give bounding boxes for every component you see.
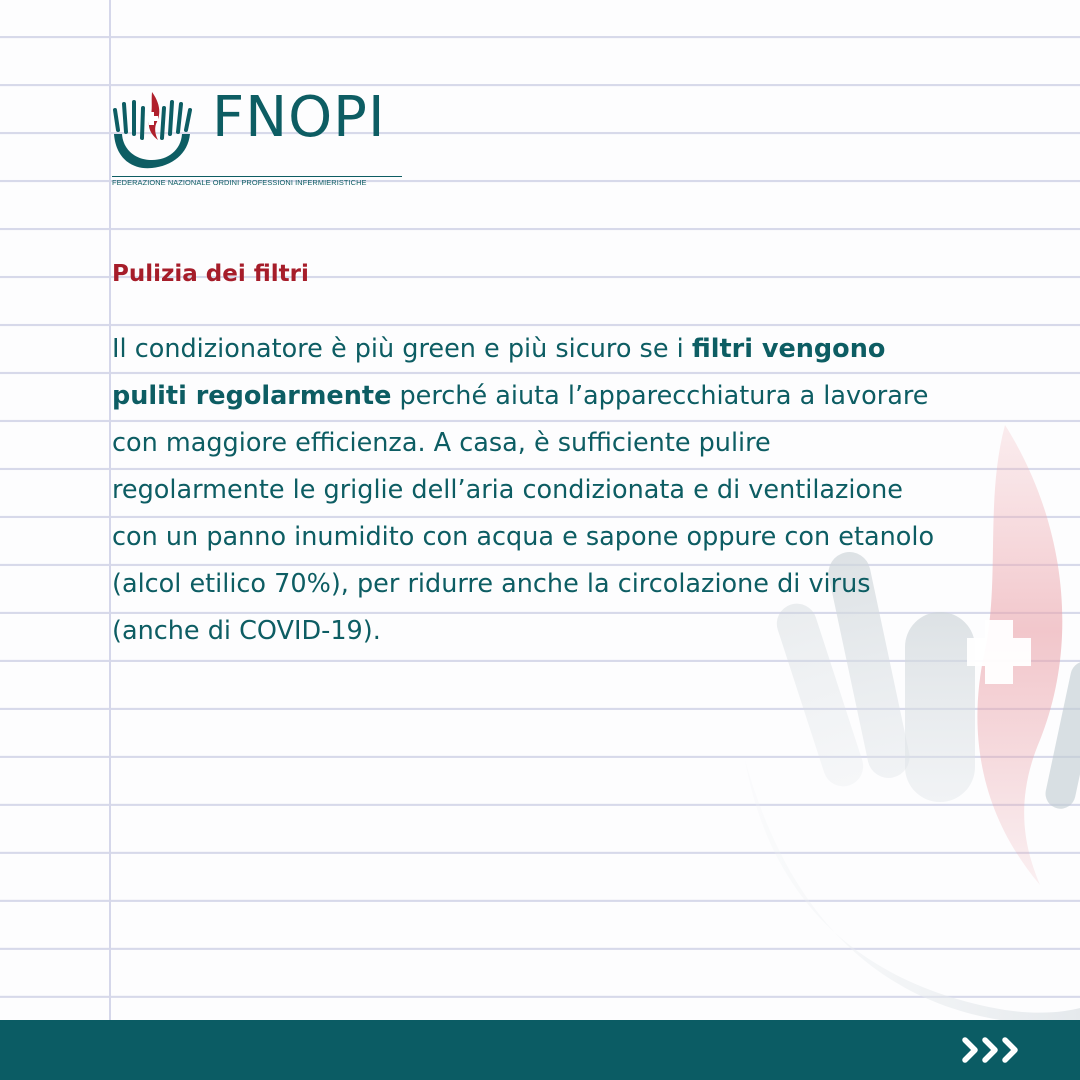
section-heading: Pulizia dei filtri	[112, 261, 309, 287]
paragraph-bold-text: filtri vengono puliti regolarmente	[112, 334, 886, 411]
logo-subtitle: FEDERAZIONE NAZIONALE ORDINI PROFESSIONI INFERMIERISTICHE	[112, 176, 402, 187]
paragraph-text-part2: perché aiuta l’apparecchiatura a lavorare con maggiore efficienza. A casa, è sufficiente pulire regolarmente le griglie dell’aria condizionata e di ventilazione con un panno inumidito con acqua e sapone oppure con etanolo (alcol etilico 70%), per ridurre anche la circolazione di virus (anche di COVID-19).	[112, 381, 935, 646]
fnopi-logo	[110, 85, 410, 190]
hands-flame-icon	[110, 88, 210, 173]
paragraph-text-part1: Il condizionatore è più green e più sicuro se i	[112, 334, 692, 364]
triple-chevron-right-icon[interactable]	[960, 1035, 1022, 1065]
body-paragraph	[112, 326, 942, 655]
logo-wordmark: FNOPI	[212, 85, 386, 150]
footer-bar	[0, 1020, 1080, 1080]
